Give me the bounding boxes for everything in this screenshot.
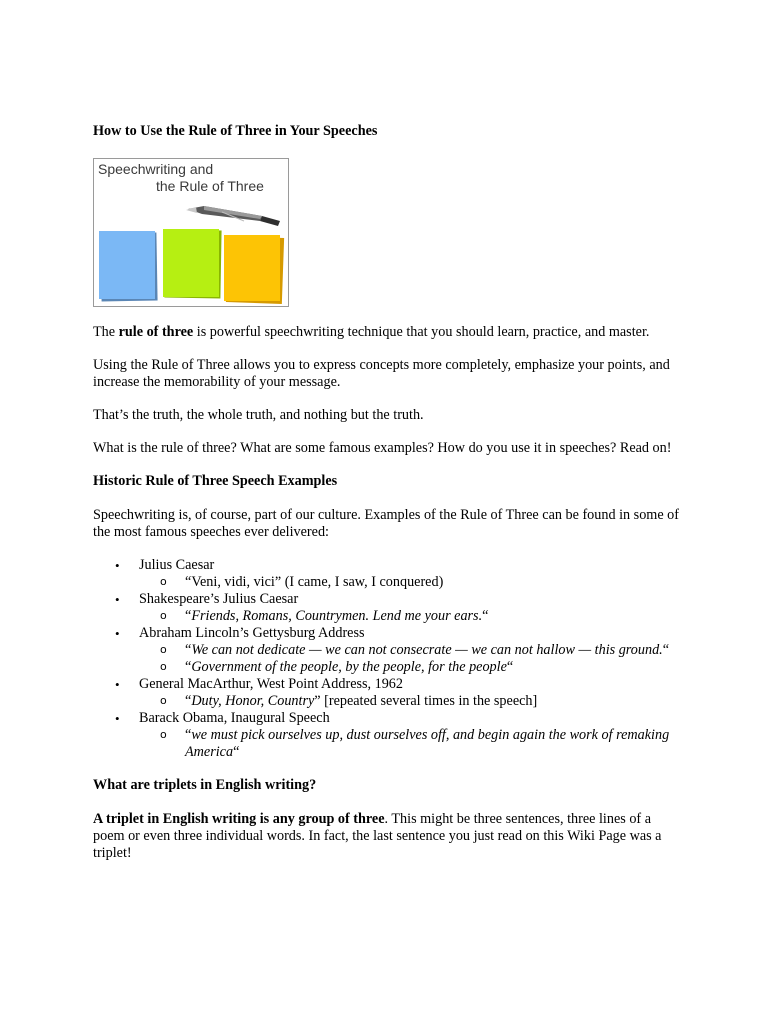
intro-paragraph-1: The rule of three is powerful speechwriting technique that you should learn, practice, and master. (93, 324, 650, 340)
quote-item (139, 642, 683, 659)
speech-example-label: General MacArthur, West Point Address, 1962 (139, 676, 403, 692)
sub-bullet-icon: o (160, 694, 167, 707)
quote-open: “ (185, 659, 192, 675)
quote-item (139, 693, 683, 710)
note-blue-fill (99, 231, 155, 299)
quote-close: “ (482, 608, 489, 624)
quote-italic: Government of the people, by the people, for the people (191, 659, 507, 675)
speech-example-label: Abraham Lincoln’s Gettysburg Address (139, 625, 365, 641)
list-item (93, 710, 683, 761)
intro-paragraph-2: Using the Rule of Three allows you to express concepts more completely, emphasize your points, and increase the memorability of your message. (93, 357, 670, 390)
quote-italic: Duty, Honor, Country (191, 693, 315, 709)
note-green-fill (163, 229, 219, 297)
quote-open: “ (185, 727, 192, 743)
sub-bullet-icon: o (160, 609, 167, 622)
quote-open: “ (185, 608, 192, 624)
document-title: How to Use the Rule of Three in Your Speeches (93, 123, 378, 139)
bullet-icon: • (115, 711, 120, 726)
rule-of-three-term: rule of three (118, 324, 194, 340)
quote-item (139, 574, 683, 591)
figure-caption-line-1: Speechwriting and (98, 161, 214, 177)
list-item (93, 591, 683, 625)
document-content (93, 123, 683, 878)
triplet-definition: A triplet in English writing is any group of three (93, 811, 385, 827)
quote-italic: we must pick ourselves up, dust ourselves off, and begin again the work of remaking America (185, 727, 670, 760)
bullet-icon: • (115, 592, 120, 607)
sub-bullet-icon: o (160, 660, 167, 673)
quote-item (139, 608, 683, 625)
list-item (93, 557, 683, 591)
yellow-note (224, 235, 284, 304)
quote-close: “ (662, 642, 670, 658)
bullet-icon: • (115, 677, 120, 692)
quote-close: “ (506, 659, 514, 675)
quote-list (139, 642, 683, 676)
intro-paragraph-4: What is the rule of three? What are some famous examples? How do you use it in speeches? Read on! (93, 440, 672, 456)
quote-open: “ (185, 642, 192, 658)
speech-examples-list (93, 557, 683, 761)
quote-list (139, 574, 683, 591)
speech-example-label: Julius Caesar (139, 557, 215, 573)
blue-note (99, 231, 158, 301)
list-item (93, 625, 683, 676)
quote-list (139, 693, 683, 710)
quote-open: “ (185, 574, 192, 590)
triplets-heading: What are triplets in English writing? (93, 777, 317, 793)
quote-close: “ (233, 744, 240, 760)
sub-bullet-icon: o (160, 643, 167, 656)
triplets-paragraph: A triplet in English writing is any group of three. This might be three sentences, three lines of a poem or even three individual words. In fact, the last sentence you just read on this Wiki Page was a triplet! (93, 811, 662, 861)
quote-item (139, 659, 683, 676)
figure-caption-line-2: the Rule of Three (156, 178, 264, 194)
quote-plain: ” [repeated several times in the speech] (314, 693, 538, 709)
speech-example-label: Shakespeare’s Julius Caesar (139, 591, 299, 607)
rule-of-three-illustration (93, 158, 289, 307)
quote-list (139, 727, 683, 761)
list-item (93, 676, 683, 710)
quote-item (139, 727, 683, 761)
note-yellow-fill (224, 235, 280, 301)
pen-icon (186, 206, 280, 226)
quote-italic: Friends, Romans, Countrymen. Lend me your ears. (191, 608, 483, 624)
speech-example-label: Barack Obama, Inaugural Speech (139, 710, 330, 726)
quote-open: “ (185, 693, 192, 709)
historic-intro-paragraph: Speechwriting is, of course, part of our culture. Examples of the Rule of Three can be found in some of the most famous speeches ever delivered: (93, 507, 679, 540)
quote-list (139, 608, 683, 625)
sub-bullet-icon: o (160, 728, 167, 741)
bullet-icon: • (115, 626, 120, 641)
bullet-icon: • (115, 558, 120, 573)
intro-paragraph-3: That’s the truth, the whole truth, and nothing but the truth. (93, 407, 424, 423)
quote-plain: Veni, vidi, vici” (I came, I saw, I conquered) (191, 574, 444, 590)
green-note (163, 229, 222, 298)
historic-examples-heading: Historic Rule of Three Speech Examples (93, 473, 338, 489)
quote-italic: We can not dedicate — we can not consecrate — we can not hallow — this ground. (191, 642, 663, 658)
sub-bullet-icon: o (160, 575, 167, 588)
